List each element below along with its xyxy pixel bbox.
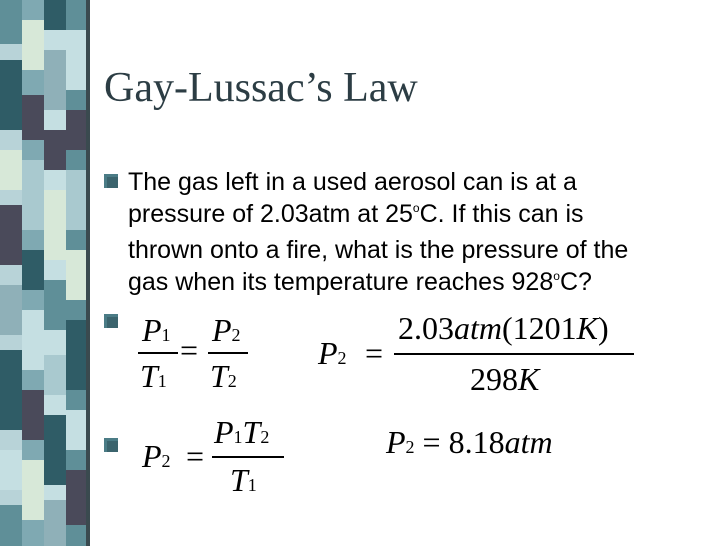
eq1-t1: T1 [140, 358, 167, 394]
eq1-t2: T2 [210, 358, 237, 394]
problem-line-2: pressure of 2.03atm at 25$^o$C. If this can is [128, 200, 584, 228]
eq3-fraction-bar [212, 456, 284, 458]
eq2-fraction-bar [394, 353, 634, 355]
bullet-square-icon [104, 174, 118, 188]
problem-statement [128, 166, 718, 302]
eq1-p2: P2 [212, 312, 241, 348]
problem-line-1: The gas left in a used aerosol can is at a [128, 168, 577, 196]
equation-result: P2 = 8.18atm [386, 424, 553, 460]
eq1-fraction-bar-right [208, 352, 248, 354]
problem-line-4: gas when its temperature reaches 928$^o$C? [128, 268, 592, 296]
eq2-lhs: P2 [318, 335, 347, 371]
eq1-fraction-bar-left [138, 352, 178, 354]
eq3-lhs: P2 [142, 438, 171, 474]
eq2-equals: = [365, 335, 384, 371]
stripe-divider [86, 0, 90, 546]
eq1-equals: = [180, 332, 199, 368]
eq3-denominator: T1 [230, 462, 257, 498]
problem-line-3: thrown onto a fire, what is the pressure of the [128, 236, 629, 264]
eq3-numerator: P1T2 [214, 414, 270, 450]
decorative-mosaic-stripe [0, 0, 86, 546]
eq2-numerator: 2.03atm(1201K) [398, 310, 609, 346]
bullet-square-icon [104, 314, 118, 328]
bullet-square-icon [104, 438, 118, 452]
eq3-equals: = [186, 438, 205, 474]
eq2-denominator: 298K [470, 361, 540, 397]
eq1-p1: P1 [142, 312, 171, 348]
slide-title: Gay-Lussac’s Law [104, 65, 418, 111]
